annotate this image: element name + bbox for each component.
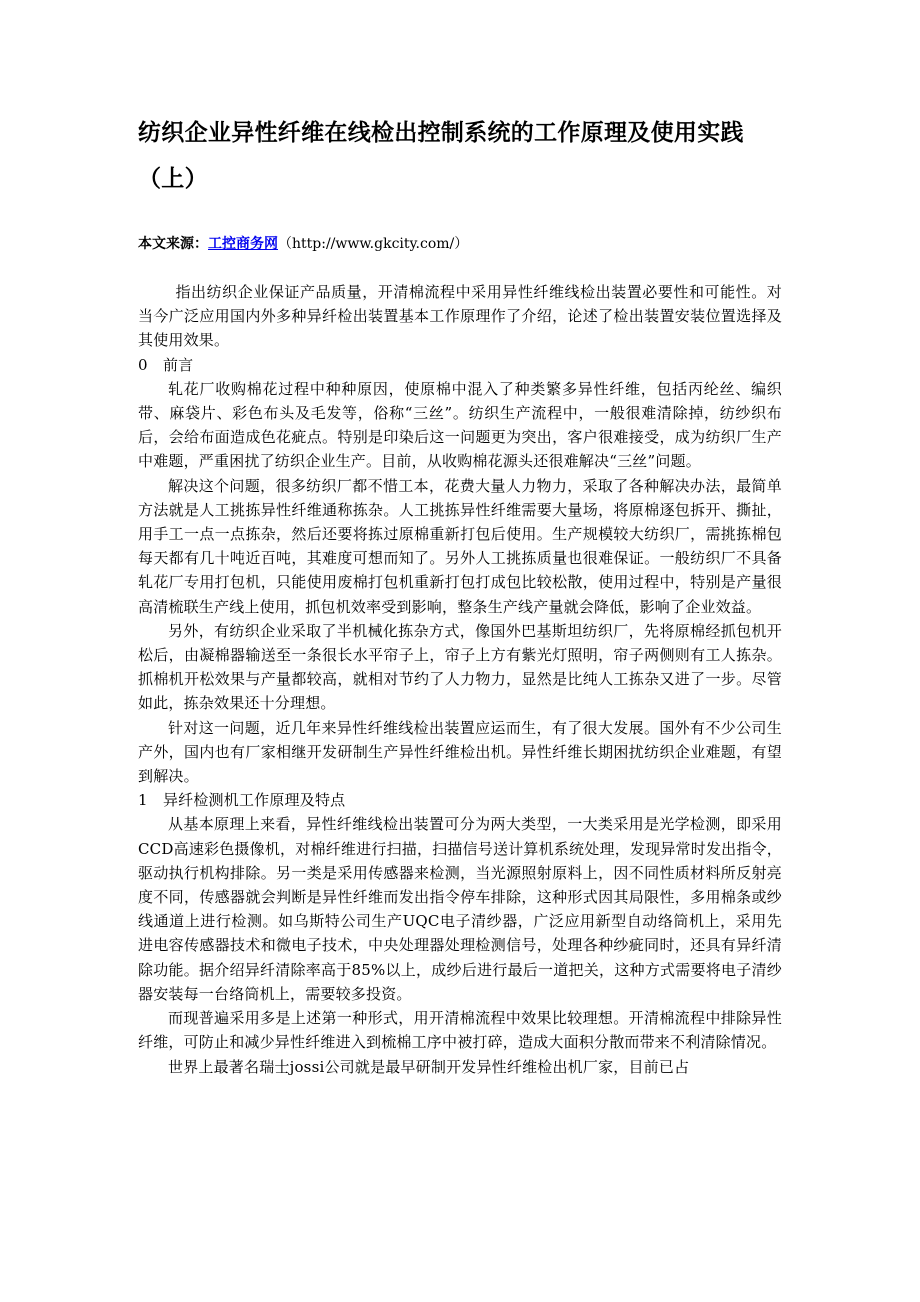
- document-title: 纺织企业异性纤维在线检出控制系统的工作原理及使用实践（上）: [138, 120, 744, 192]
- body-paragraph: 世界上最著名瑞士jossi公司就是最早研制开发异性纤维检出机厂家，目前已占: [168, 1057, 690, 1076]
- body-paragraph: 针对这一问题，近几年来异性纤维线检出装置应运而生，有了很大发展。国外有不少公司生产外，国内也有厂家相继开发研制生产异性纤维检出机。异性纤维长期困扰纺织企业难题，有望到解决。: [138, 718, 782, 786]
- body-paragraph: 另外，有纺织企业采取了半机械化拣杂方式，像国外巴基斯坦纺织厂，先将原棉经抓包机开松后，由凝棉器输送至一条很长水平帘子上，帘子上方有紫光灯照明，帘子两侧则有工人拣杂。抓棉机开松效果与产量都较高，就相对节约了人力物力，显然是比纯人工拣杂又进了一步。尽管如此，拣杂效果还十分理想。: [138, 621, 782, 713]
- section-heading-preface: 0 前言: [138, 355, 194, 374]
- section-heading-principle: 1 异纤检测机工作原理及特点: [138, 791, 346, 810]
- abstract-paragraph: 指出纺织企业保证产品质量，开清棉流程中采用异性纤维线检出装置必要性和可能性。对当今广泛应用国内外多种异纤检出装置基本工作原理作了介绍，论述了检出装置安装位置选择及其使用效果。: [138, 283, 782, 350]
- source-link[interactable]: 工控商务网: [208, 236, 278, 252]
- body-paragraph: 从基本原理上来看，异性纤维线检出装置可分为两大类型，一大类采用是光学检测，即采用CCD高速彩色摄像机，对棉纤维进行扫描，扫描信号送计算机系统处理，发现异常时发出指令，驱动执行机构排除。另一类是采用传感器来检测，当光源照射原料上，因不同性质材料所反射亮度不同，传感器就会判断是异性纤维而发出指令停车排除，这种形式因其局限性，多用棉条或纱线通道上进行检测。如乌斯特公司生产UQC电子清纱器，广泛应用新型自动络筒机上，采用先进电容传感器技术和微电子技术，中央处理器处理检测信号，处理各种纱疵同时，还具有异纤清除功能。据介绍异纤清除率高于85%以上，成纱后进行最后一道把关，这种方式需要将电子清纱器安装每一台络筒机上，需要较多投资。: [138, 815, 782, 1003]
- document-body: [138, 280, 782, 1079]
- body-paragraph: 轧花厂收购棉花过程中种种原因，使原棉中混入了种类繁多异性纤维，包括丙纶丝、编织带、麻袋片、彩色布头及毛发等，俗称“三丝”。纺织生产流程中，一般很难清除掉，纺纱织布后，会给布面造成色花疵点。特别是印染后这一问题更为突出，客户很难接受，成为纺织厂生产中难题，严重困扰了纺织企业生产。目前，从收购棉花源头还很难解决“三丝”问题。: [138, 379, 782, 471]
- body-paragraph: 解决这个问题，很多纺织厂都不惜工本，花费大量人力物力，采取了各种解决办法，最简单方法就是人工挑拣异性纤维通称拣杂。人工挑拣异性纤维需要大量场，将原棉逐包拆开、撕扯，用手工一点一点拣杂，然后还要将拣过原棉重新打包后使用。生产规模较大纺织厂，需挑拣棉包每天都有几十吨近百吨，其难度可想而知了。另外人工挑拣质量也很难保证。一般纺织厂不具备轧花厂专用打包机，只能使用废棉打包机重新打包打成包比较松散，使用过程中，特别是产量很高清梳联生产线上使用，抓包机效率受到影响，整条生产线产量就会降低，影响了企业效益。: [138, 476, 782, 616]
- source-url: （http://www.gkcity.com/）: [278, 236, 469, 252]
- source-line: [138, 233, 798, 255]
- body-paragraph: 而现普遍采用多是上述第一种形式，用开清棉流程中效果比较理想。开清棉流程中排除异性纤维，可防止和减少异性纤维进入到梳棉工序中被打碎，造成大面积分散而带来不利清除情况。: [138, 1009, 782, 1052]
- source-label: 本文来源：: [138, 236, 208, 252]
